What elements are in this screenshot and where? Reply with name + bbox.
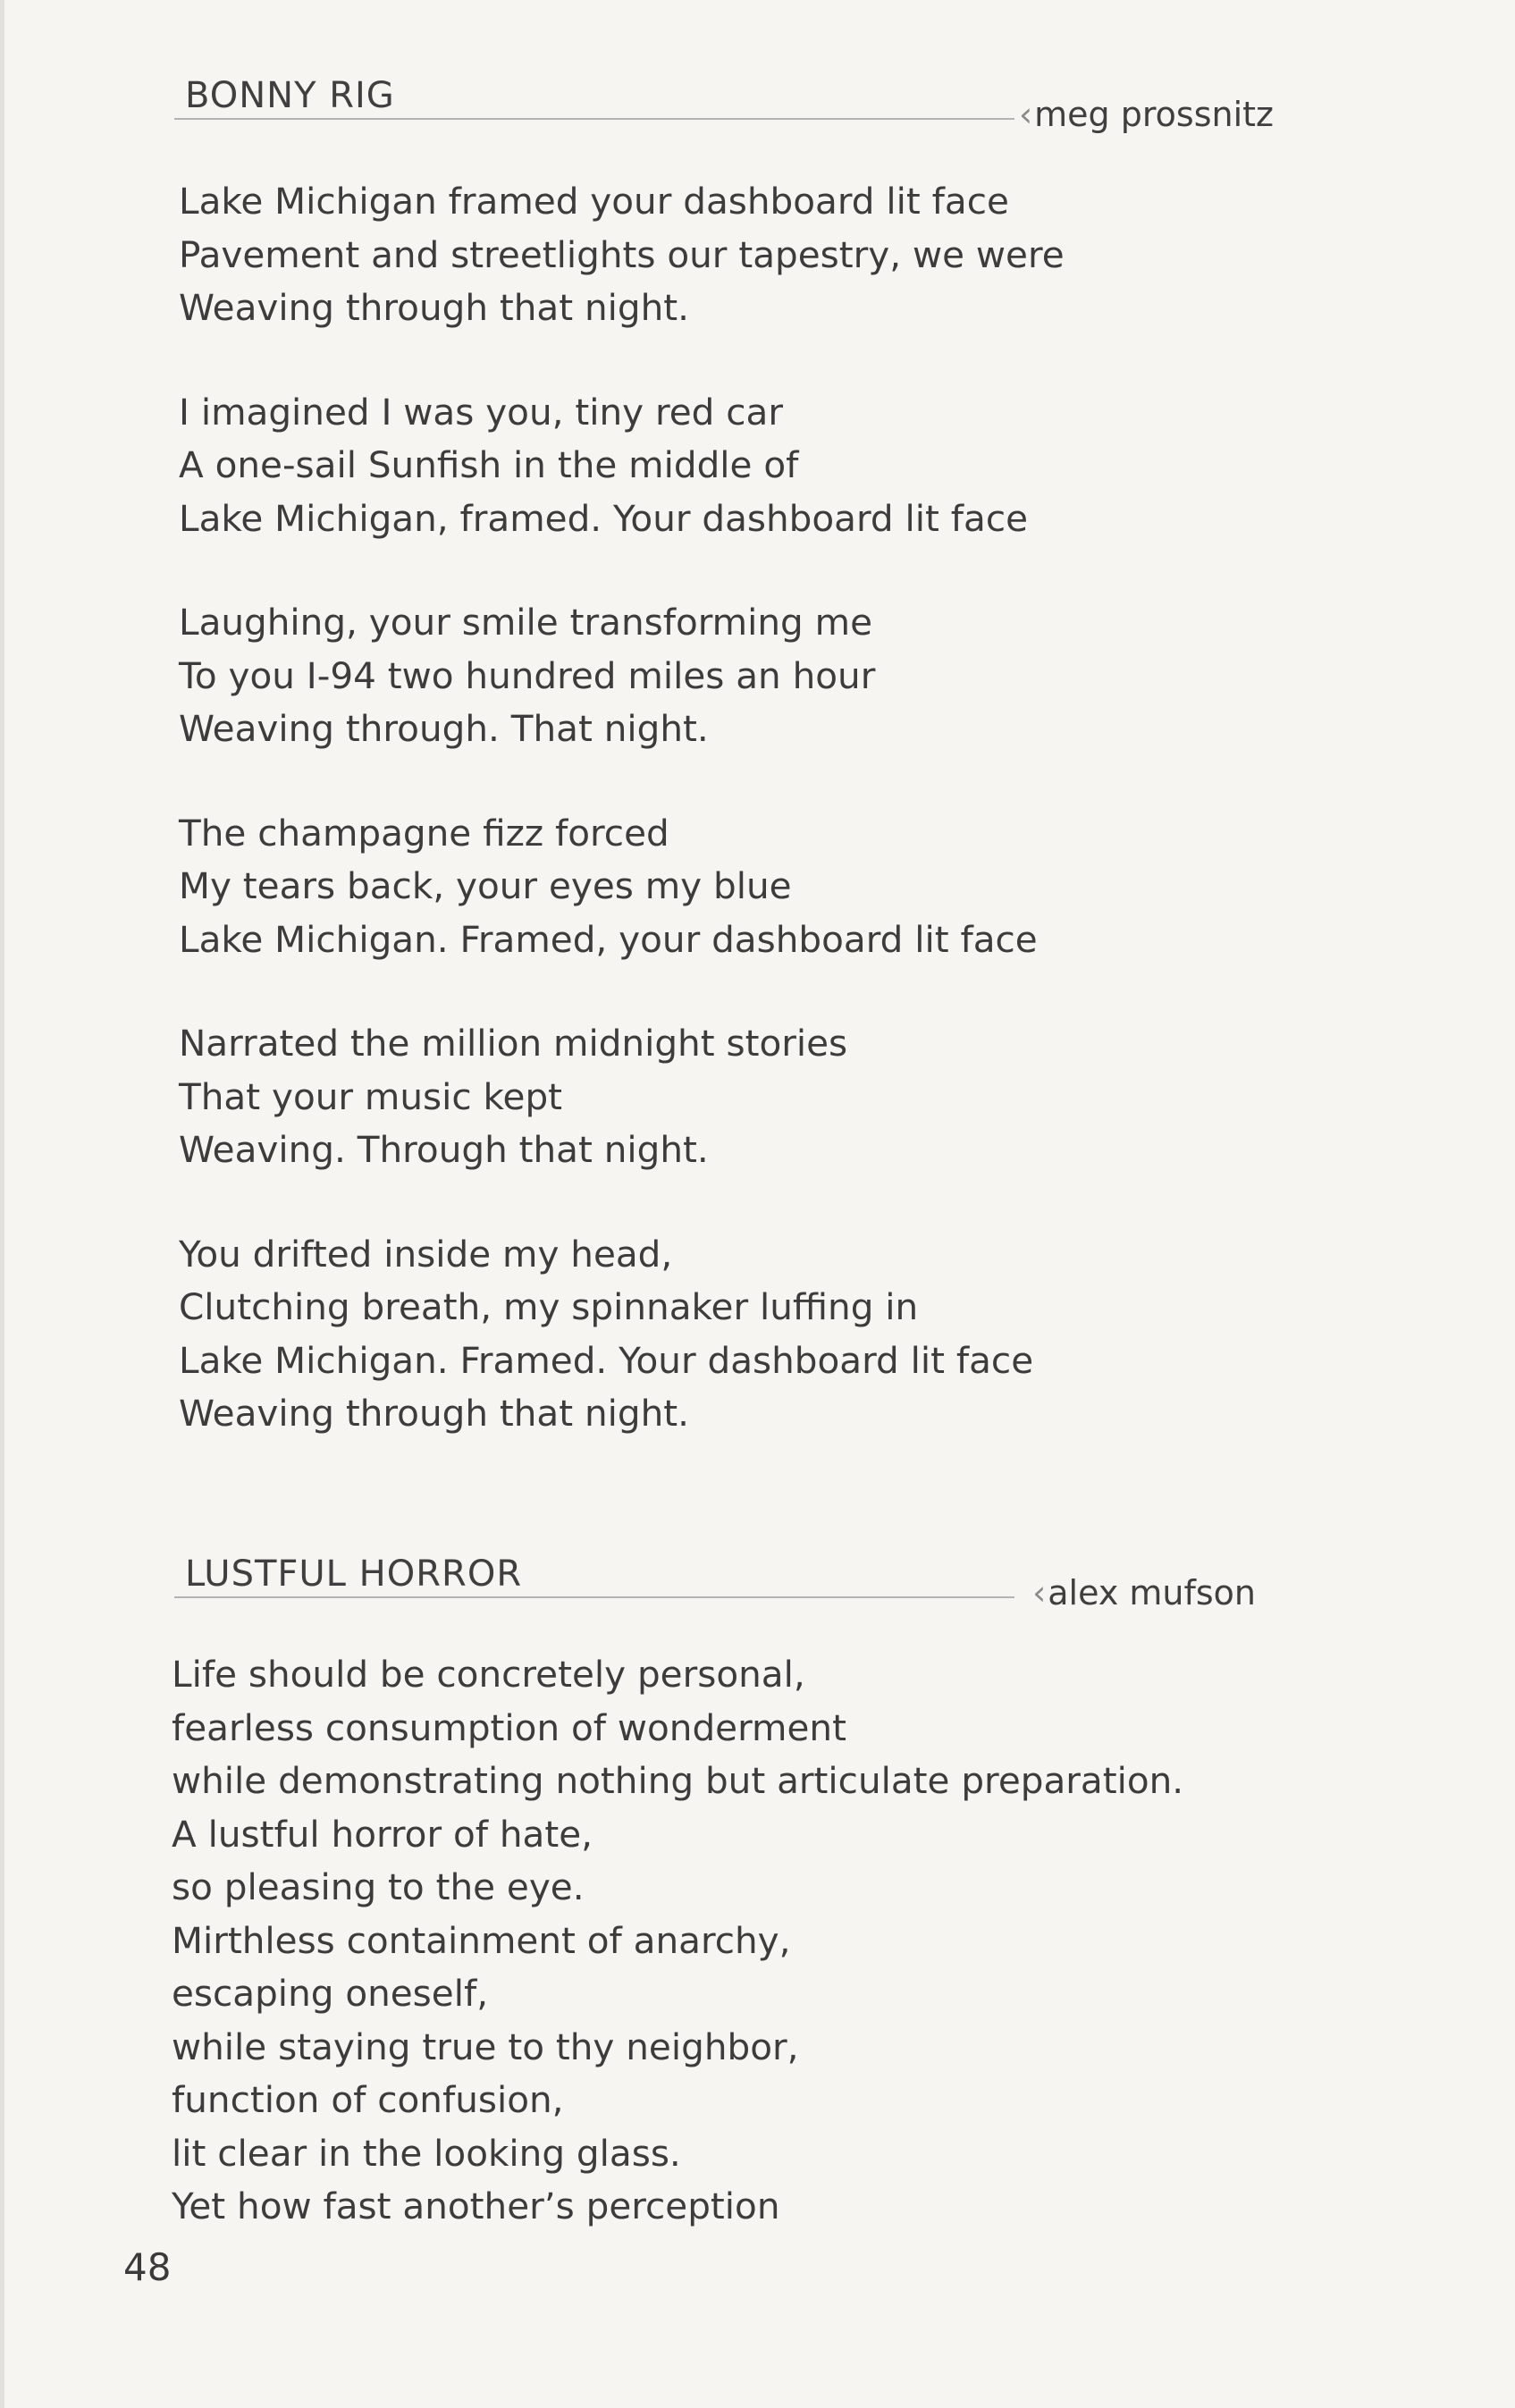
poem-line: function of confusion, — [172, 2078, 564, 2121]
stanza — [179, 175, 1296, 335]
stanza — [179, 1228, 1296, 1441]
poem-title: BONNY RIG — [185, 75, 395, 116]
poem-line: Narrated the million midnight stories — [179, 1022, 848, 1065]
poem-header-lustful-horror — [174, 1541, 1292, 1612]
poem-line: fearless consumption of wonderment — [172, 1705, 846, 1749]
page-edge — [0, 0, 4, 2408]
poem-line: A lustful horror of hate, — [172, 1812, 593, 1856]
poem-line: Lake Michigan. Framed. Your dashboard lit face — [179, 1338, 1034, 1382]
poem-body-bonny-rig — [179, 175, 1296, 1441]
poem-line: lit clear in the looking glass. — [172, 2131, 681, 2175]
poem-line: while staying true to thy neighbor, — [172, 2025, 799, 2068]
poem-line: The champagne fizz forced — [179, 811, 669, 855]
poem-line: A one-sail Sunfish in the middle of — [179, 443, 799, 486]
poem-line: so pleasing to the eye. — [172, 1865, 585, 1908]
poem-line: Weaving through that night. — [179, 286, 690, 329]
poem-line: Mirthless containment of anarchy, — [172, 1918, 791, 1962]
angle-bracket-icon: ‹ — [1032, 1573, 1047, 1612]
poem-author — [1032, 1573, 1256, 1612]
poem-line: My tears back, your eyes my blue — [179, 864, 792, 907]
stanza — [179, 807, 1296, 967]
poem-line: Life should be concretely personal, — [172, 1653, 805, 1696]
poem-line: escaping oneself, — [172, 1972, 489, 2015]
stanza — [179, 596, 1296, 756]
author-name: alex mufson — [1048, 1573, 1256, 1612]
poem-line: Weaving through that night. — [179, 1392, 690, 1435]
poem-line: while demonstrating nothing but articulate preparation. — [172, 1759, 1184, 1802]
poem-line: You drifted inside my head, — [179, 1232, 673, 1276]
poem-line: Clutching breath, my spinnaker luffing in — [179, 1285, 919, 1328]
poem-line: Lake Michigan framed your dashboard lit face — [179, 180, 1009, 223]
poem-line: Weaving. Through that night. — [179, 1128, 709, 1171]
angle-bracket-icon: ‹ — [1018, 95, 1033, 134]
stanza — [179, 386, 1296, 546]
poem-line: Lake Michigan. Framed, your dashboard lit face — [179, 917, 1038, 961]
stanza — [172, 1648, 1289, 2234]
author-name: meg prossnitz — [1034, 95, 1274, 134]
poem-line: Lake Michigan, framed. Your dashboard lit face — [179, 496, 1029, 540]
poem-header-bonny-rig — [174, 63, 1292, 134]
poem-line: Weaving through. That night. — [179, 707, 709, 750]
poem-line: Pavement and streetlights our tapestry, we were — [179, 232, 1065, 276]
page-number: 48 — [123, 2245, 172, 2289]
stanza — [179, 1017, 1296, 1177]
poem-line: That your music kept — [179, 1074, 563, 1118]
poem-line: To you I-94 two hundred miles an hour — [179, 653, 876, 697]
poem-title: LUSTFUL HORROR — [185, 1553, 523, 1595]
poem-line: Yet how fast another’s perception — [172, 2185, 780, 2227]
title-rule — [174, 1596, 1014, 1598]
title-rule — [174, 118, 1014, 120]
poem-line: Laughing, your smile transforming me — [179, 601, 873, 644]
poem-author — [1019, 95, 1274, 134]
poem-body-lustful-horror — [172, 1648, 1289, 2234]
poem-line: I imagined I was you, tiny red car — [179, 390, 784, 434]
